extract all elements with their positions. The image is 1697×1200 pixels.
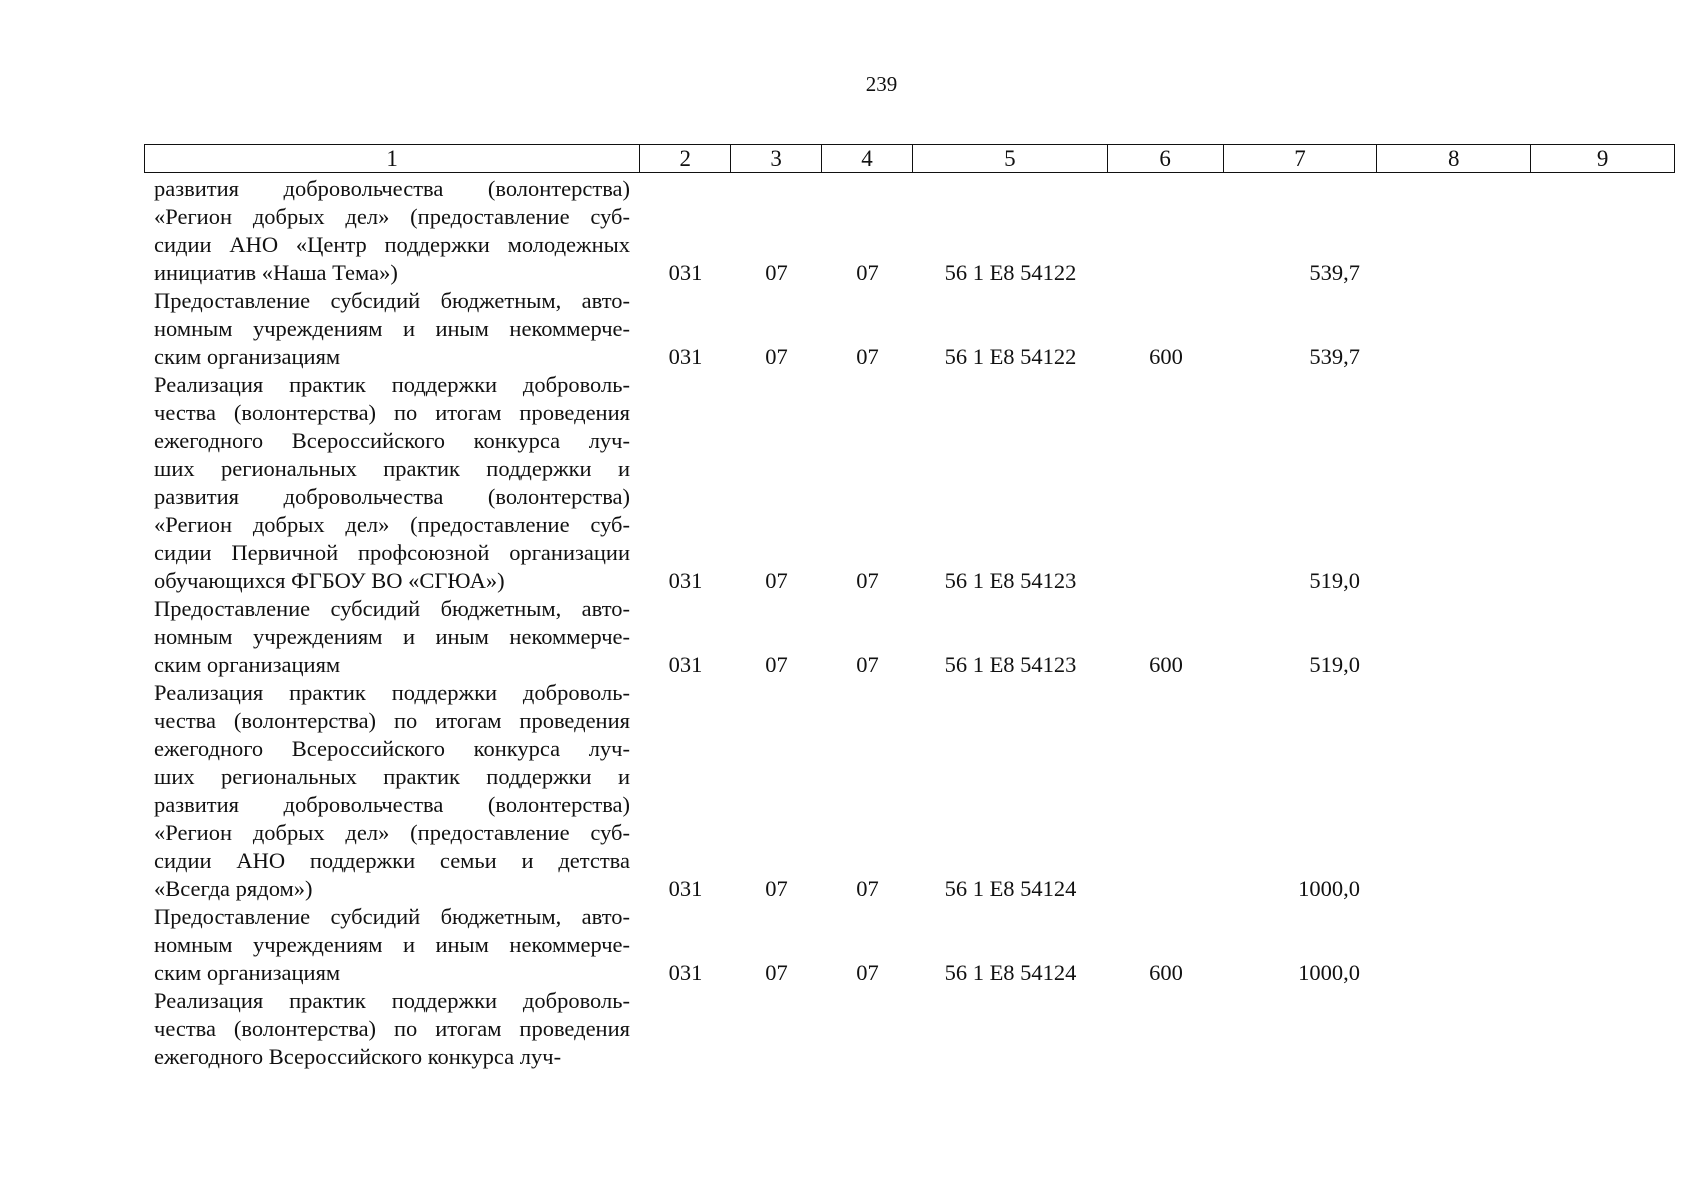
column-2-value: 031 (668, 876, 703, 901)
column-5-value: 56 1 E8 54124 (944, 960, 1077, 985)
column-header-5: 5 (913, 145, 1108, 172)
column-5-value: 56 1 E8 54122 (944, 344, 1077, 369)
column-6-value: 600 (1149, 960, 1183, 985)
column-header-4: 4 (822, 145, 913, 172)
column-3-value: 07 (765, 344, 788, 369)
table-row (144, 175, 1675, 287)
table-row (144, 987, 1675, 1071)
column-5-value: 56 1 E8 54124 (944, 876, 1077, 901)
column-2-value: 031 (668, 344, 703, 369)
column-2-value: 031 (668, 960, 703, 985)
column-2-value: 031 (668, 260, 703, 285)
table-row (144, 903, 1675, 987)
column-5-value: 56 1 E8 54123 (944, 568, 1077, 593)
column-7-value: 1000,0 (1298, 876, 1360, 901)
column-7-value: 539,7 (1309, 260, 1360, 285)
description-line: сидии Первичной профсоюзной организации (154, 540, 630, 565)
table-header-row (144, 144, 1675, 173)
column-4-value: 07 (856, 568, 879, 593)
description-line: номным учреждениям и иным некоммерче- (154, 624, 630, 649)
column-header-7: 7 (1224, 145, 1378, 172)
column-7-value: 519,0 (1309, 652, 1360, 677)
table-row (144, 287, 1675, 371)
row-description (144, 175, 640, 287)
column-3-value: 07 (765, 960, 788, 985)
column-7-value: 1000,0 (1298, 960, 1360, 985)
description-line: номным учреждениям и иным некоммерче- (154, 932, 630, 957)
column-6-value: 600 (1149, 344, 1183, 369)
row-description (144, 371, 640, 595)
column-5-value: 56 1 E8 54122 (944, 260, 1077, 285)
description-line: ших региональных практик поддержки и (154, 456, 630, 481)
column-header-8: 8 (1377, 145, 1531, 172)
description-line: развития добровольчества (волонтерства) (154, 792, 630, 817)
description-line: чества (волонтерства) по итогам проведения (154, 1016, 630, 1041)
row-description (144, 903, 640, 987)
description-line: развития добровольчества (волонтерства) (154, 176, 630, 201)
column-header-1: 1 (145, 145, 640, 172)
column-7-value: 519,0 (1309, 568, 1360, 593)
description-line: ским организациям (154, 652, 341, 677)
row-description (144, 287, 640, 371)
description-line: развития добровольчества (волонтерства) (154, 484, 630, 509)
description-line: чества (волонтерства) по итогам проведения (154, 708, 630, 733)
table-body (144, 175, 1675, 1071)
description-line: Реализация практик поддержки доброволь- (154, 680, 630, 705)
description-line: «Регион добрых дел» (предоставление суб- (154, 204, 630, 229)
description-line: ежегодного Всероссийского конкурса луч- (154, 428, 630, 453)
description-line: номным учреждениям и иным некоммерче- (154, 316, 630, 341)
table-row (144, 595, 1675, 679)
column-3-value: 07 (765, 652, 788, 677)
page-number: 239 (865, 72, 898, 96)
description-line: «Регион добрых дел» (предоставление суб- (154, 820, 630, 845)
column-header-6: 6 (1108, 145, 1224, 172)
table-row (144, 679, 1675, 903)
column-7-value: 539,7 (1309, 344, 1360, 369)
description-line: Реализация практик поддержки доброволь- (154, 372, 630, 397)
column-2-value: 031 (668, 652, 703, 677)
description-line: инициатив «Наша Тема») (154, 260, 398, 285)
description-line: ежегодного Всероссийского конкурса луч- (154, 736, 630, 761)
column-header-2: 2 (640, 145, 731, 172)
row-description (144, 679, 640, 903)
column-6-value: 600 (1149, 652, 1183, 677)
column-2-value: 031 (668, 568, 703, 593)
column-5-value: 56 1 E8 54123 (944, 652, 1077, 677)
description-line: ским организациям (154, 344, 341, 369)
column-3-value: 07 (765, 260, 788, 285)
description-line: Предоставление субсидий бюджетным, авто- (154, 596, 630, 621)
description-line: Предоставление субсидий бюджетным, авто- (154, 288, 630, 313)
column-4-value: 07 (856, 960, 879, 985)
description-line: сидии АНО «Центр поддержки молодежных (154, 232, 630, 257)
column-4-value: 07 (856, 260, 879, 285)
column-3-value: 07 (765, 568, 788, 593)
description-line: сидии АНО поддержки семьи и детства (154, 848, 630, 873)
description-line: ежегодного Всероссийского конкурса луч- (154, 1044, 562, 1069)
row-description (144, 987, 640, 1071)
description-line: Реализация практик поддержки доброволь- (154, 988, 630, 1013)
description-line: «Всегда рядом») (154, 876, 313, 901)
description-line: «Регион добрых дел» (предоставление суб- (154, 512, 630, 537)
description-line: ших региональных практик поддержки и (154, 764, 630, 789)
column-4-value: 07 (856, 344, 879, 369)
description-line: ским организациям (154, 960, 341, 985)
description-line: Предоставление субсидий бюджетным, авто- (154, 904, 630, 929)
column-3-value: 07 (765, 876, 788, 901)
column-4-value: 07 (856, 876, 879, 901)
row-description (144, 595, 640, 679)
description-line: обучающихся ФГБОУ ВО «СГЮА») (154, 568, 505, 593)
table-row (144, 371, 1675, 595)
column-4-value: 07 (856, 652, 879, 677)
description-line: чества (волонтерства) по итогам проведения (154, 400, 630, 425)
column-header-9: 9 (1596, 146, 1609, 171)
column-header-3: 3 (731, 145, 822, 172)
